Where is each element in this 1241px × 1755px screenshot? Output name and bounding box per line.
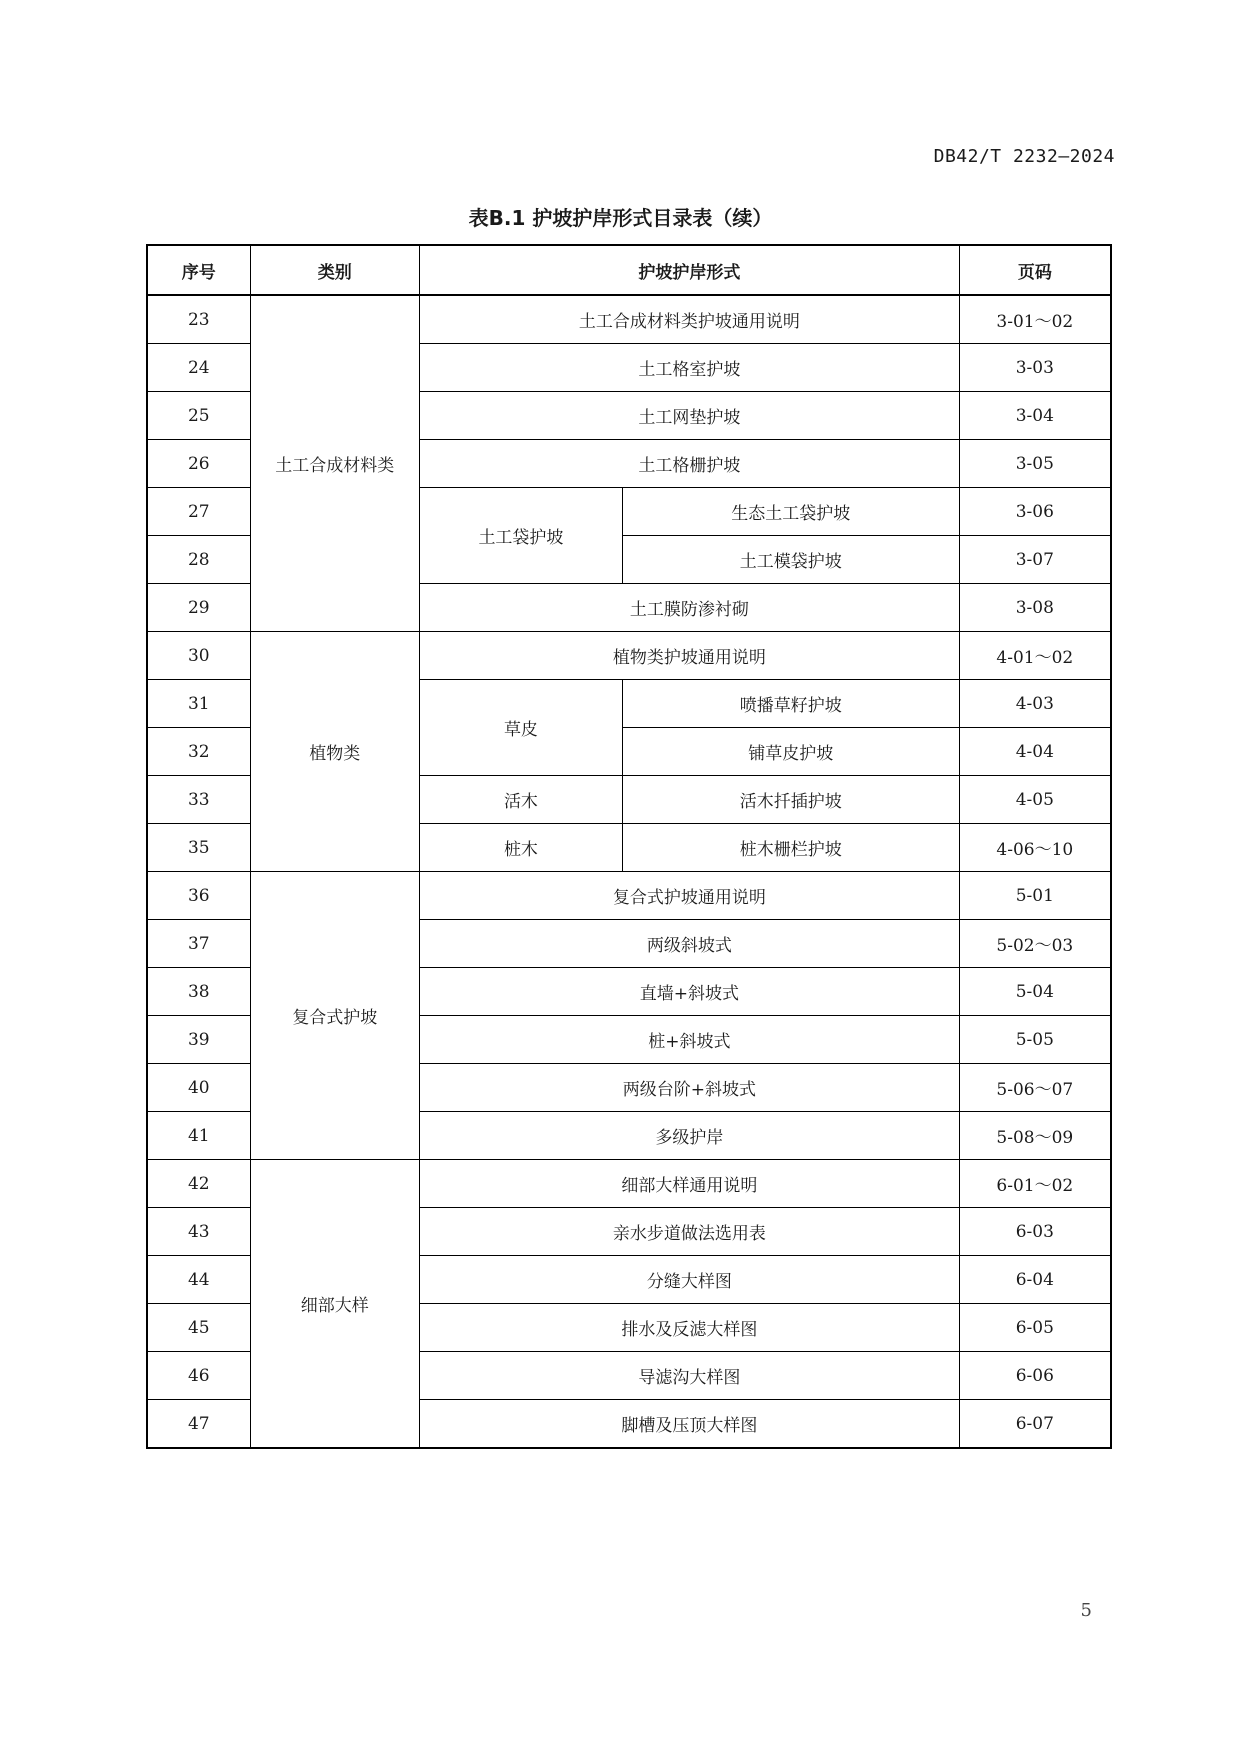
cell-page: 6-01～02 — [959, 1160, 1111, 1208]
cell-page: 5-05 — [959, 1016, 1111, 1064]
cell-form: 生态土工袋护坡 — [622, 488, 959, 536]
cell-seq: 30 — [147, 632, 250, 680]
cell-seq: 26 — [147, 440, 250, 488]
cell-seq: 28 — [147, 536, 250, 584]
cell-form: 桩木栅栏护坡 — [622, 824, 959, 872]
cell-seq: 37 — [147, 920, 250, 968]
cell-form: 桩+斜坡式 — [420, 1016, 960, 1064]
table-caption: 表B.1 护坡护岸形式目录表（续） — [468, 206, 773, 230]
cell-seq: 45 — [147, 1304, 250, 1352]
table-row — [147, 1160, 1111, 1208]
cell-page: 6-03 — [959, 1208, 1111, 1256]
header-form: 护坡护岸形式 — [420, 245, 960, 295]
cell-page: 3-05 — [959, 440, 1111, 488]
cell-seq: 40 — [147, 1064, 250, 1112]
cell-page: 3-07 — [959, 536, 1111, 584]
cell-form: 脚槽及压顶大样图 — [420, 1400, 960, 1449]
table-header-row — [147, 245, 1111, 295]
cell-form: 土工合成材料类护坡通用说明 — [420, 295, 960, 344]
cell-seq: 27 — [147, 488, 250, 536]
cell-form: 排水及反滤大样图 — [420, 1304, 960, 1352]
cell-page: 3-01～02 — [959, 295, 1111, 344]
cell-page: 5-02～03 — [959, 920, 1111, 968]
cell-page: 3-03 — [959, 344, 1111, 392]
cell-page: 5-01 — [959, 872, 1111, 920]
cell-seq: 44 — [147, 1256, 250, 1304]
cell-seq: 32 — [147, 728, 250, 776]
cell-form: 亲水步道做法选用表 — [420, 1208, 960, 1256]
cell-page: 6-07 — [959, 1400, 1111, 1449]
cell-seq: 41 — [147, 1112, 250, 1160]
cell-page: 5-04 — [959, 968, 1111, 1016]
cell-seq: 31 — [147, 680, 250, 728]
cell-page: 4-03 — [959, 680, 1111, 728]
cell-subcategory: 草皮 — [420, 680, 623, 776]
cell-seq: 35 — [147, 824, 250, 872]
cell-page: 6-06 — [959, 1352, 1111, 1400]
cell-seq: 46 — [147, 1352, 250, 1400]
cell-category: 植物类 — [250, 632, 420, 872]
cell-form: 细部大样通用说明 — [420, 1160, 960, 1208]
cell-form: 土工格栅护坡 — [420, 440, 960, 488]
cell-subcategory: 桩木 — [420, 824, 623, 872]
cell-seq: 47 — [147, 1400, 250, 1449]
cell-page: 4-05 — [959, 776, 1111, 824]
cell-seq: 43 — [147, 1208, 250, 1256]
cell-form: 植物类护坡通用说明 — [420, 632, 960, 680]
cell-form: 土工模袋护坡 — [622, 536, 959, 584]
cell-page: 3-08 — [959, 584, 1111, 632]
cell-page: 6-05 — [959, 1304, 1111, 1352]
cell-seq: 38 — [147, 968, 250, 1016]
cell-seq: 42 — [147, 1160, 250, 1208]
header-category: 类别 — [250, 245, 420, 295]
cell-category: 复合式护坡 — [250, 872, 420, 1160]
header-seq: 序号 — [147, 245, 250, 295]
cell-form: 活木扦插护坡 — [622, 776, 959, 824]
cell-seq: 33 — [147, 776, 250, 824]
cell-form: 多级护岸 — [420, 1112, 960, 1160]
cell-page: 5-06～07 — [959, 1064, 1111, 1112]
cell-seq: 25 — [147, 392, 250, 440]
cell-form: 两级斜坡式 — [420, 920, 960, 968]
cell-page: 3-06 — [959, 488, 1111, 536]
page-number: 5 — [1080, 1600, 1092, 1621]
cell-page: 3-04 — [959, 392, 1111, 440]
cell-seq: 39 — [147, 1016, 250, 1064]
cell-form: 土工网垫护坡 — [420, 392, 960, 440]
table-body — [147, 295, 1111, 1448]
cell-form: 喷播草籽护坡 — [622, 680, 959, 728]
cell-seq: 24 — [147, 344, 250, 392]
cell-form: 土工膜防渗衬砌 — [420, 584, 960, 632]
cell-page: 6-04 — [959, 1256, 1111, 1304]
table-row — [147, 872, 1111, 920]
cell-form: 两级台阶+斜坡式 — [420, 1064, 960, 1112]
cell-page: 4-06～10 — [959, 824, 1111, 872]
cell-seq: 29 — [147, 584, 250, 632]
table-row — [147, 295, 1111, 344]
cell-page: 4-01～02 — [959, 632, 1111, 680]
cell-form: 直墙+斜坡式 — [420, 968, 960, 1016]
cell-form: 导滤沟大样图 — [420, 1352, 960, 1400]
header-page: 页码 — [959, 245, 1111, 295]
cell-seq: 23 — [147, 295, 250, 344]
cell-category: 土工合成材料类 — [250, 295, 420, 632]
cell-category: 细部大样 — [250, 1160, 420, 1449]
cell-form: 铺草皮护坡 — [622, 728, 959, 776]
cell-form: 土工格室护坡 — [420, 344, 960, 392]
document-code: DB42/T 2232—2024 — [933, 146, 1115, 167]
cell-subcategory: 活木 — [420, 776, 623, 824]
cell-page: 5-08～09 — [959, 1112, 1111, 1160]
cell-form: 分缝大样图 — [420, 1256, 960, 1304]
cell-form: 复合式护坡通用说明 — [420, 872, 960, 920]
catalog-table — [146, 244, 1112, 1449]
cell-seq: 36 — [147, 872, 250, 920]
cell-subcategory: 土工袋护坡 — [420, 488, 623, 584]
table-row — [147, 632, 1111, 680]
cell-page: 4-04 — [959, 728, 1111, 776]
